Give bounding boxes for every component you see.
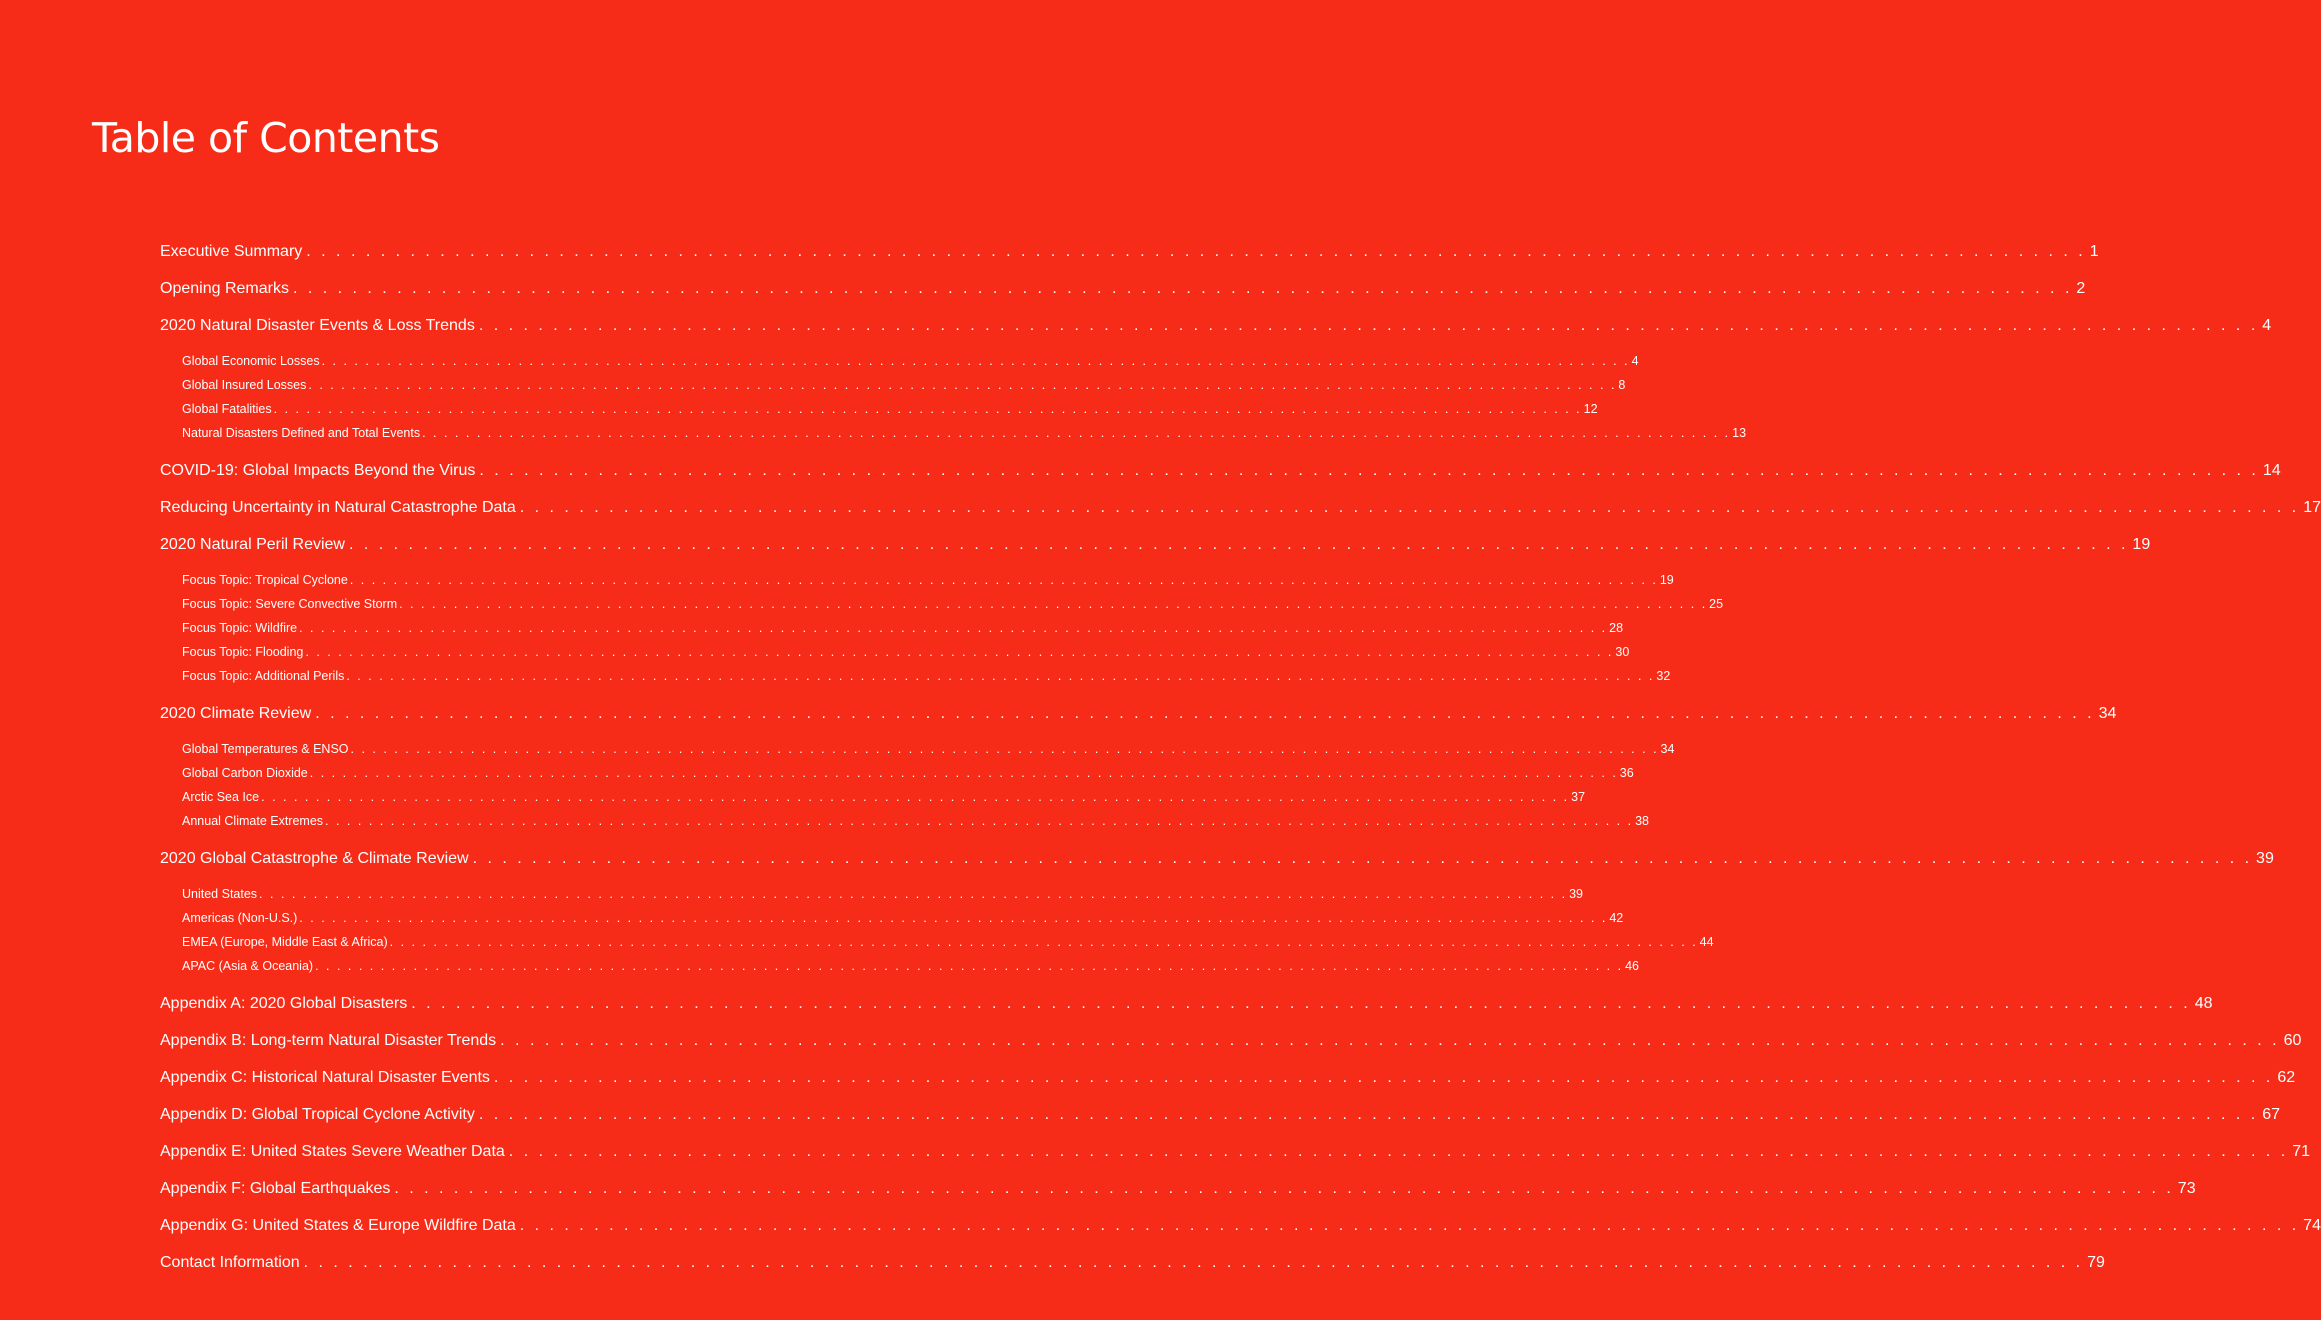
dot-leader: . . . . . . . . . . . . . . . . . . . . . . . . . . . . . . . . . . . . . . . . . . . . . . . . . . . . . . . . . . . . . . . . . . . . . . . . . . . . . . . . . . . . . . . . . . . . . . . . . . . . . . . . . . . . . . . . . . . . . . . . (399, 597, 1708, 611)
dot-leader: . . . . . . . . . . . . . . . . . . . . . . . . . . . . . . . . . . . . . . . . . . . . . . . . . . . . . . . . . . . . . . . . . . . . . . . . . . . . . . . . . . . . . . . . . . . . . . . . . . . . . . . . . . . . . . . . . . . . . . . . (348, 536, 2129, 553)
toc-page-number: 71 (2292, 1143, 2311, 1160)
toc-entry[interactable] (160, 1214, 2321, 1251)
toc-subentry[interactable] (160, 763, 1634, 787)
toc-entry[interactable] (160, 847, 2274, 884)
toc-entry-label: Global Economic Losses (182, 354, 320, 368)
dot-leader: . . . . . . . . . . . . . . . . . . . . . . . . . . . . . . . . . . . . . . . . . . . . . . . . . . . . . . . . . . . . . . . . . . . . . . . . . . . . . . . . . . . . . . . . . . . . . . . . . . . . . . . . . . . . . . . . . . . . . . . . (346, 669, 1655, 683)
toc-subentry[interactable] (160, 787, 1586, 811)
toc-page-number: 39 (1569, 887, 1583, 901)
toc-subentry[interactable] (160, 811, 1649, 847)
dot-leader: . . . . . . . . . . . . . . . . . . . . . . . . . . . . . . . . . . . . . . . . . . . . . . . . . . . . . . . . . . . . . . . . . . . . . . . . . . . . . . . . . . . . . . . . . . . . . . . . . . . . . . . . . . . . . . . . . . . . . . . . (325, 814, 1634, 828)
toc-entry[interactable] (160, 1066, 2296, 1103)
toc-page-number: 13 (1732, 426, 1747, 440)
toc-entry-label: Annual Climate Extremes (182, 814, 324, 828)
toc-subentry[interactable] (160, 739, 1675, 763)
toc-entry-label: Appendix G: United States & Europe Wildfire Data (160, 1217, 516, 1234)
toc-page-number: 48 (2194, 995, 2213, 1012)
toc-subentry[interactable] (160, 375, 1626, 399)
toc-page-number: 19 (2132, 536, 2151, 553)
dot-leader: . . . . . . . . . . . . . . . . . . . . . . . . . . . . . . . . . . . . . . . . . . . . . . . . . . . . . . . . . . . . . . . . . . . . . . . . . . . . . . . . . . . . . . . . . . . . . . . . . . . . . . . . . . . . . . . . . . . . . . . . (259, 887, 1568, 901)
toc-entry[interactable] (160, 1177, 2196, 1214)
toc-page-number: 28 (1609, 621, 1624, 635)
toc-page-number: 19 (1659, 573, 1674, 587)
toc-entry-label: Contact Information (160, 1254, 300, 1271)
toc-page-number: 1 (2089, 243, 2099, 260)
toc-entry-label: Focus Topic: Additional Perils (182, 669, 345, 683)
dot-leader: . . . . . . . . . . . . . . . . . . . . . . . . . . . . . . . . . . . . . . . . . . . . . . . . . . . . . . . . . . . . . . . . . . . . . . . . . . . . . . . . . . . . . . . . . . . . . . . . . . . . . . . . . . . . . . . . . . . . . . . . (309, 766, 1618, 780)
toc-entry[interactable] (160, 702, 2117, 739)
toc-page-number: 4 (1631, 354, 1639, 368)
toc-page-number: 30 (1615, 645, 1630, 659)
toc-entry-label: COVID-19: Global Impacts Beyond the Virus (160, 462, 476, 479)
toc-entry-label: United States (182, 887, 258, 901)
dot-leader: . . . . . . . . . . . . . . . . . . . . . . . . . . . . . . . . . . . . . . . . . . . . . . . . . . . . . . . . . . . . . . . . . . . . . . . . . . . . . . . . . . . . . . . . . . . . . . . . . . . . . . . . . . . . . . . . . . . . . . . . (500, 1032, 2280, 1049)
dot-leader: . . . . . . . . . . . . . . . . . . . . . . . . . . . . . . . . . . . . . . . . . . . . . . . . . . . . . . . . . . . . . . . . . . . . . . . . . . . . . . . . . . . . . . . . . . . . . . . . . . . . . . . . . . . . . . . . . . . . . . . . (315, 959, 1624, 973)
toc-entry[interactable] (160, 1251, 2105, 1288)
dot-leader: . . . . . . . . . . . . . . . . . . . . . . . . . . . . . . . . . . . . . . . . . . . . . . . . . . . . . . . . . . . . . . . . . . . . . . . . . . . . . . . . . . . . . . . . . . . . . . . . . . . . . . . . . . . . . . . . . . . . . . . . (261, 790, 1570, 804)
toc-page-number: 44 (1699, 935, 1714, 949)
dot-leader: . . . . . . . . . . . . . . . . . . . . . . . . . . . . . . . . . . . . . . . . . . . . . . . . . . . . . . . . . . . . . . . . . . . . . . . . . . . . . . . . . . . . . . . . . . . . . . . . . . . . . . . . . . . . . . . . . . . . . . . . (493, 1069, 2274, 1086)
dot-leader: . . . . . . . . . . . . . . . . . . . . . . . . . . . . . . . . . . . . . . . . . . . . . . . . . . . . . . . . . . . . . . . . . . . . . . . . . . . . . . . . . . . . . . . . . . . . . . . . . . . . . . . . . . . . . . . . . . . . . . . . (472, 850, 2253, 867)
toc-entry-label: Americas (Non-U.S.) (182, 911, 298, 925)
toc-page-number: 17 (2303, 499, 2321, 516)
toc-subentry[interactable] (160, 908, 1624, 932)
toc-entry[interactable] (160, 240, 2099, 277)
dot-leader: . . . . . . . . . . . . . . . . . . . . . . . . . . . . . . . . . . . . . . . . . . . . . . . . . . . . . . . . . . . . . . . . . . . . . . . . . . . . . . . . . . . . . . . . . . . . . . . . . . . . . . . . . . . . . . . . . . . . . . . . (299, 621, 1608, 635)
dot-leader: . . . . . . . . . . . . . . . . . . . . . . . . . . . . . . . . . . . . . . . . . . . . . . . . . . . . . . . . . . . . . . . . . . . . . . . . . . . . . . . . . . . . . . . . . . . . . . . . . . . . . . . . . . . . . . . . . . . . . . . . (273, 402, 1582, 416)
toc-page-number: 12 (1583, 402, 1598, 416)
toc-page-number: 67 (2262, 1106, 2281, 1123)
toc-entry-label: EMEA (Europe, Middle East & Africa) (182, 935, 388, 949)
toc-page-number: 34 (1660, 742, 1675, 756)
dot-leader: . . . . . . . . . . . . . . . . . . . . . . . . . . . . . . . . . . . . . . . . . . . . . . . . . . . . . . . . . . . . . . . . . . . . . . . . . . . . . . . . . . . . . . . . . . . . . . . . . . . . . . . . . . . . . . . . . . . . . . . . (478, 1106, 2259, 1123)
toc-page-number: 32 (1656, 669, 1671, 683)
dot-leader: . . . . . . . . . . . . . . . . . . . . . . . . . . . . . . . . . . . . . . . . . . . . . . . . . . . . . . . . . . . . . . . . . . . . . . . . . . . . . . . . . . . . . . . . . . . . . . . . . . . . . . . . . . . . . . . . . . . . . . . . (308, 378, 1617, 392)
dot-leader: . . . . . . . . . . . . . . . . . . . . . . . . . . . . . . . . . . . . . . . . . . . . . . . . . . . . . . . . . . . . . . . . . . . . . . . . . . . . . . . . . . . . . . . . . . . . . . . . . . . . . . . . . . . . . . . . . . . . . . . . (519, 1217, 2300, 1234)
toc-entry-label: 2020 Natural Peril Review (160, 536, 345, 553)
dot-leader: . . . . . . . . . . . . . . . . . . . . . . . . . . . . . . . . . . . . . . . . . . . . . . . . . . . . . . . . . . . . . . . . . . . . . . . . . . . . . . . . . . . . . . . . . . . . . . . . . . . . . . . . . . . . . . . . . . . . . . . . (394, 1180, 2174, 1197)
toc-page-number: 79 (2087, 1254, 2105, 1271)
dot-leader: . . . . . . . . . . . . . . . . . . . . . . . . . . . . . . . . . . . . . . . . . . . . . . . . . . . . . . . . . . . . . . . . . . . . . . . . . . . . . . . . . . . . . . . . . . . . . . . . . . . . . . . . . . . . . . . . . . . . . . . . (292, 280, 2073, 297)
toc-page-number: 46 (1625, 959, 1640, 973)
dot-leader: . . . . . . . . . . . . . . . . . . . . . . . . . . . . . . . . . . . . . . . . . . . . . . . . . . . . . . . . . . . . . . . . . . . . . . . . . . . . . . . . . . . . . . . . . . . . . . . . . . . . . . . . . . . . . . . . . . . . . . . . (315, 705, 2095, 722)
toc-subentry[interactable] (160, 618, 1624, 642)
toc-entry[interactable] (160, 459, 2281, 496)
dot-leader: . . . . . . . . . . . . . . . . . . . . . . . . . . . . . . . . . . . . . . . . . . . . . . . . . . . . . . . . . . . . . . . . . . . . . . . . . . . . . . . . . . . . . . . . . . . . . . . . . . . . . . . . . . . . . . . . . . . . . . . . (303, 1254, 2084, 1271)
toc-page-number: 14 (2262, 462, 2281, 479)
toc-subentry[interactable] (160, 399, 1598, 423)
dot-leader: . . . . . . . . . . . . . . . . . . . . . . . . . . . . . . . . . . . . . . . . . . . . . . . . . . . . . . . . . . . . . . . . . . . . . . . . . . . . . . . . . . . . . . . . . . . . . . . . . . . . . . . . . . . . . . . . . . . . . . . . (305, 645, 1614, 659)
dot-leader: . . . . . . . . . . . . . . . . . . . . . . . . . . . . . . . . . . . . . . . . . . . . . . . . . . . . . . . . . . . . . . . . . . . . . . . . . . . . . . . . . . . . . . . . . . . . . . . . . . . . . . . . . . . . . . . . . . . . . . . . (299, 911, 1608, 925)
toc-page-number: 36 (1619, 766, 1634, 780)
toc-entry-label: Global Carbon Dioxide (182, 766, 308, 780)
toc-entry-label: Appendix C: Historical Natural Disaster Events (160, 1069, 490, 1086)
dot-leader: . . . . . . . . . . . . . . . . . . . . . . . . . . . . . . . . . . . . . . . . . . . . . . . . . . . . . . . . . . . . . . . . . . . . . . . . . . . . . . . . . . . . . . . . . . . . . . . . . . . . . . . . . . . . . . . . . . . . . . . . (389, 935, 1698, 949)
toc-subentry[interactable] (160, 932, 1714, 956)
toc-list (160, 240, 2321, 1288)
dot-leader: . . . . . . . . . . . . . . . . . . . . . . . . . . . . . . . . . . . . . . . . . . . . . . . . . . . . . . . . . . . . . . . . . . . . . . . . . . . . . . . . . . . . . . . . . . . . . . . . . . . . . . . . . . . . . . . . . . . . . . . . (349, 573, 1658, 587)
toc-page-number: 42 (1609, 911, 1624, 925)
toc-entry-label: Focus Topic: Tropical Cyclone (182, 573, 348, 587)
toc-page-number: 73 (2177, 1180, 2196, 1197)
toc-entry-label: Focus Topic: Flooding (182, 645, 304, 659)
toc-entry-label: Global Fatalities (182, 402, 272, 416)
dot-leader: . . . . . . . . . . . . . . . . . . . . . . . . . . . . . . . . . . . . . . . . . . . . . . . . . . . . . . . . . . . . . . . . . . . . . . . . . . . . . . . . . . . . . . . . . . . . . . . . . . . . . . . . . . . . . . . . . . . . . . . . (508, 1143, 2289, 1160)
toc-subentry[interactable] (160, 594, 1724, 618)
toc-entry-label: Global Temperatures & ENSO (182, 742, 349, 756)
dot-leader: . . . . . . . . . . . . . . . . . . . . . . . . . . . . . . . . . . . . . . . . . . . . . . . . . . . . . . . . . . . . . . . . . . . . . . . . . . . . . . . . . . . . . . . . . . . . . . . . . . . . . . . . . . . . . . . . . . . . . . . . (422, 426, 1731, 440)
dot-leader: . . . . . . . . . . . . . . . . . . . . . . . . . . . . . . . . . . . . . . . . . . . . . . . . . . . . . . . . . . . . . . . . . . . . . . . . . . . . . . . . . . . . . . . . . . . . . . . . . . . . . . . . . . . . . . . . . . . . . . . . (479, 462, 2259, 479)
toc-subentry[interactable] (160, 666, 1671, 702)
toc-page-number: 38 (1635, 814, 1649, 828)
toc-page-number: 25 (1709, 597, 1724, 611)
toc-subentry[interactable] (160, 570, 1674, 594)
toc-page-number: 60 (2283, 1032, 2302, 1049)
toc-entry-label: Focus Topic: Wildfire (182, 621, 298, 635)
dot-leader: . . . . . . . . . . . . . . . . . . . . . . . . . . . . . . . . . . . . . . . . . . . . . . . . . . . . . . . . . . . . . . . . . . . . . . . . . . . . . . . . . . . . . . . . . . . . . . . . . . . . . . . . . . . . . . . . . . . . . . . . (306, 243, 2086, 260)
toc-entry-label: Appendix E: United States Severe Weather Data (160, 1143, 505, 1160)
toc-entry-label: Appendix D: Global Tropical Cyclone Activity (160, 1106, 475, 1123)
toc-entry-label: APAC (Asia & Oceania) (182, 959, 314, 973)
dot-leader: . . . . . . . . . . . . . . . . . . . . . . . . . . . . . . . . . . . . . . . . . . . . . . . . . . . . . . . . . . . . . . . . . . . . . . . . . . . . . . . . . . . . . . . . . . . . . . . . . . . . . . . . . . . . . . . . . . . . . . . . (519, 499, 2300, 516)
toc-subentry[interactable] (160, 423, 1747, 459)
toc-entry[interactable] (160, 496, 2321, 533)
toc-entry[interactable] (160, 992, 2213, 1029)
toc-subentry[interactable] (160, 642, 1630, 666)
toc-entry[interactable] (160, 1140, 2311, 1177)
toc-subentry[interactable] (160, 884, 1583, 908)
toc-page-number: 74 (2303, 1217, 2321, 1234)
toc-entry-label: 2020 Natural Disaster Events & Loss Trends (160, 317, 475, 334)
toc-entry[interactable] (160, 277, 2086, 314)
toc-entry-label: 2020 Climate Review (160, 705, 312, 722)
toc-entry-label: 2020 Global Catastrophe & Climate Review (160, 850, 469, 867)
toc-entry-label: Natural Disasters Defined and Total Events (182, 426, 421, 440)
toc-subentry[interactable] (160, 351, 1639, 375)
toc-entry-label: Global Insured Losses (182, 378, 307, 392)
toc-page-number: 62 (2277, 1069, 2296, 1086)
toc-subentry[interactable] (160, 956, 1640, 992)
toc-entry-label: Reducing Uncertainty in Natural Catastrophe Data (160, 499, 516, 516)
toc-entry-label: Appendix F: Global Earthquakes (160, 1180, 391, 1197)
toc-entry-label: Opening Remarks (160, 280, 289, 297)
toc-entry[interactable] (160, 314, 2272, 351)
toc-page-number: 34 (2098, 705, 2117, 722)
toc-entry-label: Appendix A: 2020 Global Disasters (160, 995, 408, 1012)
toc-entry[interactable] (160, 1103, 2281, 1140)
toc-page-number: 37 (1571, 790, 1586, 804)
toc-page-number: 8 (1618, 378, 1626, 392)
toc-page-number: 4 (2262, 317, 2272, 334)
page-title: Table of Contents (92, 114, 440, 162)
toc-entry-label: Focus Topic: Severe Convective Storm (182, 597, 398, 611)
toc-entry-label: Arctic Sea Ice (182, 790, 260, 804)
dot-leader: . . . . . . . . . . . . . . . . . . . . . . . . . . . . . . . . . . . . . . . . . . . . . . . . . . . . . . . . . . . . . . . . . . . . . . . . . . . . . . . . . . . . . . . . . . . . . . . . . . . . . . . . . . . . . . . . . . . . . . . . (411, 995, 2191, 1012)
dot-leader: . . . . . . . . . . . . . . . . . . . . . . . . . . . . . . . . . . . . . . . . . . . . . . . . . . . . . . . . . . . . . . . . . . . . . . . . . . . . . . . . . . . . . . . . . . . . . . . . . . . . . . . . . . . . . . . . . . . . . . . . (478, 317, 2259, 334)
toc-entry[interactable] (160, 1029, 2302, 1066)
toc-page-number: 2 (2076, 280, 2086, 297)
toc-page-number: 39 (2256, 850, 2274, 867)
dot-leader: . . . . . . . . . . . . . . . . . . . . . . . . . . . . . . . . . . . . . . . . . . . . . . . . . . . . . . . . . . . . . . . . . . . . . . . . . . . . . . . . . . . . . . . . . . . . . . . . . . . . . . . . . . . . . . . . . . . . . . . . (350, 742, 1659, 756)
toc-entry-label: Appendix B: Long-term Natural Disaster Trends (160, 1032, 497, 1049)
dot-leader: . . . . . . . . . . . . . . . . . . . . . . . . . . . . . . . . . . . . . . . . . . . . . . . . . . . . . . . . . . . . . . . . . . . . . . . . . . . . . . . . . . . . . . . . . . . . . . . . . . . . . . . . . . . . . . . . . . . . . . . . (321, 354, 1630, 368)
toc-entry[interactable] (160, 533, 2151, 570)
toc-entry-label: Executive Summary (160, 243, 303, 260)
